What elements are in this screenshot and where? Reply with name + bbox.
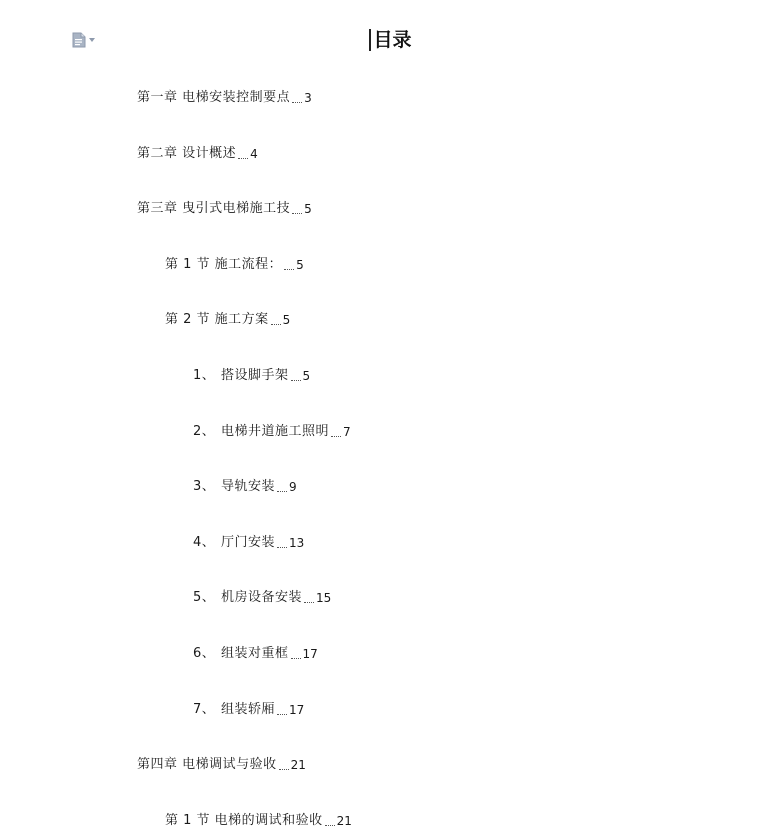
toc-entry-number: 1、 [193, 368, 216, 383]
toc-page-number: 21 [336, 814, 352, 828]
toc-page-number: 17 [289, 703, 305, 717]
title-container [0, 26, 781, 54]
toc-dot-leader [325, 825, 335, 826]
toc-page-number: 7 [343, 425, 351, 439]
text-cursor [369, 29, 371, 51]
toc-entry-number: 3、 [193, 479, 216, 494]
toc-entry-label [193, 589, 302, 607]
toc-page-number: 15 [316, 591, 332, 605]
toc-entry-label: 第 1 节 电梯的调试和验收 [165, 813, 323, 828]
toc-entry-label: 第四章 电梯调试与验收 [137, 757, 277, 772]
toc-entry-number: 7、 [193, 702, 216, 717]
toc-entry-label [193, 645, 289, 663]
toc-dot-leader [277, 491, 287, 492]
toc-dot-leader [291, 658, 301, 659]
toc-dot-leader [277, 714, 287, 715]
toc-entry-label: 第 1 节 施工流程： [165, 257, 283, 272]
toc-entry-title: 厅门安装 [221, 535, 276, 550]
page-title-text: 目录 [373, 29, 412, 51]
toc-entry-label [193, 423, 329, 441]
toc-page-number: 3 [304, 91, 312, 105]
toc-entry-label: 第 2 节 施工方案 [165, 312, 269, 327]
toc-entry-title: 组装轿厢 [221, 702, 276, 717]
page-title[interactable] [369, 26, 411, 54]
toc-dot-leader [292, 213, 302, 214]
toc-entry-number: 6、 [193, 646, 216, 661]
toc-entry-number: 5、 [193, 590, 216, 605]
toc-dot-leader [331, 436, 341, 437]
toc-dot-leader [292, 102, 302, 103]
toc-entry-number: 2、 [193, 424, 216, 439]
toc-entry-title: 组装对重框 [221, 646, 289, 661]
toc-page-number: 5 [282, 313, 291, 327]
toc-page-number: 13 [289, 536, 305, 550]
toc-entry-title: 搭设脚手架 [221, 368, 289, 383]
toc-entry-label: 第二章 设计概述 [137, 146, 237, 161]
toc-entry-title: 导轨安装 [221, 479, 276, 494]
toc-dot-leader [279, 769, 289, 770]
toc-dot-leader [284, 269, 294, 270]
toc-dot-leader [277, 547, 287, 548]
toc-entry-label: 第一章 电梯安装控制要点 [137, 90, 291, 105]
toc-entry-title: 机房设备安装 [221, 590, 303, 605]
toc-entry-label [193, 701, 275, 719]
toc-page-number: 9 [289, 480, 297, 494]
toc-page-number: 5 [296, 258, 304, 272]
toc-entry-title: 电梯井道施工照明 [221, 424, 330, 439]
toc-page-number: 17 [302, 647, 318, 661]
toc-dot-leader [271, 324, 281, 325]
toc-entry-label [193, 478, 275, 496]
toc-dot-leader [238, 158, 248, 159]
toc-dot-leader [304, 602, 314, 603]
toc-entry-label [193, 534, 275, 552]
toc-entry-number: 4、 [193, 535, 216, 550]
toc-page-number: 5 [302, 369, 311, 383]
toc-page-number: 5 [304, 202, 312, 216]
toc-page-number: 4 [250, 147, 258, 161]
toc-page-number: 21 [290, 758, 306, 772]
toc-dot-leader [291, 380, 301, 381]
toc-entry-label: 第三章 曳引式电梯施工技 [137, 201, 291, 216]
toc-entry-label [193, 367, 289, 385]
